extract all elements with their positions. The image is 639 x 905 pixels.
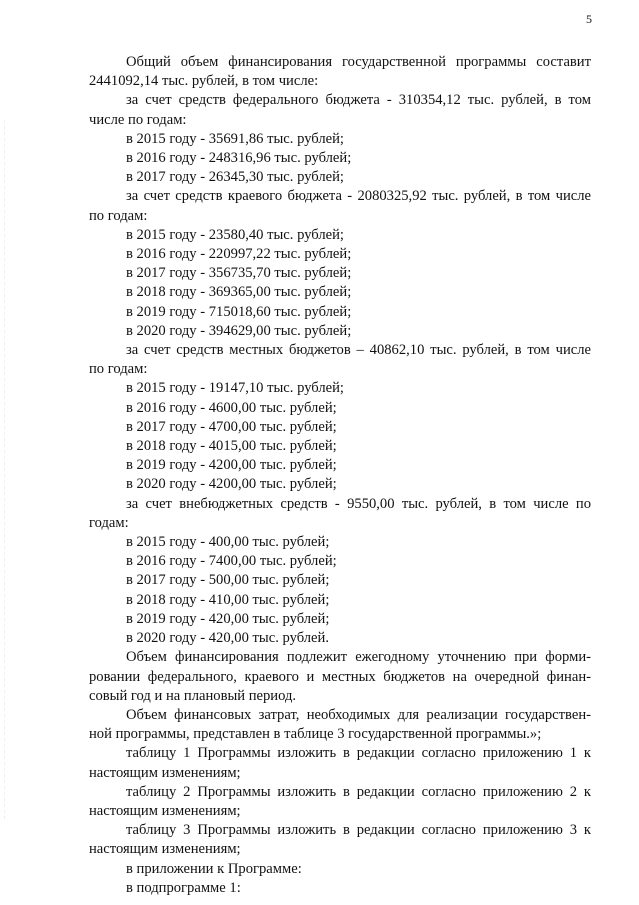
extrabudget-line-2: годам: [89, 514, 129, 531]
list-item: в 2017 году - 26345,30 тыс. рублей; [126, 169, 344, 186]
list-item: в 2020 году - 420,00 тыс. рублей. [126, 630, 329, 647]
regional-budget-paragraph [89, 187, 591, 225]
list-item: в 2016 году - 220997,22 тыс. рублей; [126, 246, 352, 263]
table1-line-1: таблицу 1 Программы изложить в редакции согласно приложению 1 к [126, 745, 591, 762]
table3-line-1: таблицу 3 Программы изложить в редакции согласно приложению 3 к [126, 822, 591, 839]
list-item: в 2015 году - 35691,86 тыс. рублей; [126, 130, 344, 147]
federal-years-list [89, 130, 591, 188]
federal-budget-paragraph [89, 91, 591, 129]
costs-paragraph [89, 706, 591, 744]
list-item: в 2015 году - 19147,10 тыс. рублей; [126, 380, 344, 397]
list-item: в 2018 году - 410,00 тыс. рублей; [126, 591, 330, 608]
list-item: в 2016 году - 4600,00 тыс. рублей; [126, 399, 337, 416]
list-item: в 2017 году - 356735,70 тыс. рублей; [126, 265, 352, 282]
total-funding-line-1: Общий объем финансирования государственной программы составит [126, 54, 591, 70]
table1-paragraph [89, 744, 591, 782]
table1-line-2: настоящим изменениям; [89, 764, 241, 781]
table3-paragraph [89, 821, 591, 859]
regional-budget-line-1: за счет средств краевого бюджета - 2080325,92 тыс. рублей, в том числе [126, 188, 591, 205]
list-item: в 2020 году - 394629,00 тыс. рублей; [126, 322, 352, 339]
table2-line-2: настоящим изменениям; [89, 802, 241, 819]
refinement-line-2: ровании федерального, краевого и местных бюджетов на очередной финан- [89, 668, 591, 685]
costs-line-2: ной программы, представлен в таблице 3 государственной программы.»; [89, 726, 542, 743]
refinement-line-1: Объем финансирования подлежит ежегодному уточнению при форми- [126, 649, 591, 666]
table2-paragraph [89, 783, 591, 821]
list-item: в 2018 году - 369365,00 тыс. рублей; [126, 284, 352, 301]
list-item: в 2015 году - 400,00 тыс. рублей; [126, 534, 330, 551]
list-item: в 2020 году - 4200,00 тыс. рублей; [126, 476, 337, 493]
annex-line: в приложении к Программе: [126, 860, 302, 877]
page-number: 5 [586, 12, 592, 26]
list-item: в 2018 году - 4015,00 тыс. рублей; [126, 438, 337, 455]
document-body [89, 53, 591, 898]
federal-budget-line-2: числе по годам: [89, 111, 187, 128]
local-budget-paragraph [89, 341, 591, 379]
list-item: в 2016 году - 7400,00 тыс. рублей; [126, 553, 337, 570]
total-funding-line-2: 2441092,14 тыс. рублей, в том числе: [89, 73, 319, 90]
extrabudget-paragraph [89, 495, 591, 533]
costs-line-1: Объем финансовых затрат, необходимых для реализации государствен- [126, 706, 591, 723]
list-item: в 2019 году - 715018,60 тыс. рублей; [126, 303, 352, 320]
extrabudget-line-1: за счет внебюджетных средств - 9550,00 тыс. рублей, в том числе по [126, 495, 591, 512]
subprogram-line: в подпрограмме 1: [126, 879, 241, 896]
federal-budget-line-1: за счет средств федерального бюджета - 310354,12 тыс. рублей, в том [126, 92, 591, 109]
refinement-paragraph [89, 648, 591, 706]
list-item: в 2016 году - 248316,96 тыс. рублей; [126, 150, 352, 167]
refinement-line-3: совый год и на плановый период. [89, 687, 297, 704]
list-item: в 2017 году - 4700,00 тыс. рублей; [126, 418, 337, 435]
scan-edge-artifact [4, 120, 5, 820]
local-years-list [89, 379, 591, 494]
list-item: в 2019 году - 4200,00 тыс. рублей; [126, 457, 337, 474]
local-budget-line-1: за счет средств местных бюджетов – 40862,10 тыс. рублей, в том числе [126, 342, 591, 359]
list-item: в 2017 году - 500,00 тыс. рублей; [126, 572, 330, 589]
total-funding-paragraph [89, 53, 591, 91]
table2-line-1: таблицу 2 Программы изложить в редакции согласно приложению 2 к [126, 783, 591, 800]
list-item: в 2015 году - 23580,40 тыс. рублей; [126, 226, 344, 243]
table3-line-2: настоящим изменениям; [89, 841, 241, 858]
local-budget-line-2: по годам: [89, 361, 148, 378]
extrabudget-years-list [89, 533, 591, 648]
regional-budget-line-2: по годам: [89, 207, 148, 224]
list-item: в 2019 году - 420,00 тыс. рублей; [126, 610, 330, 627]
regional-years-list [89, 226, 591, 341]
